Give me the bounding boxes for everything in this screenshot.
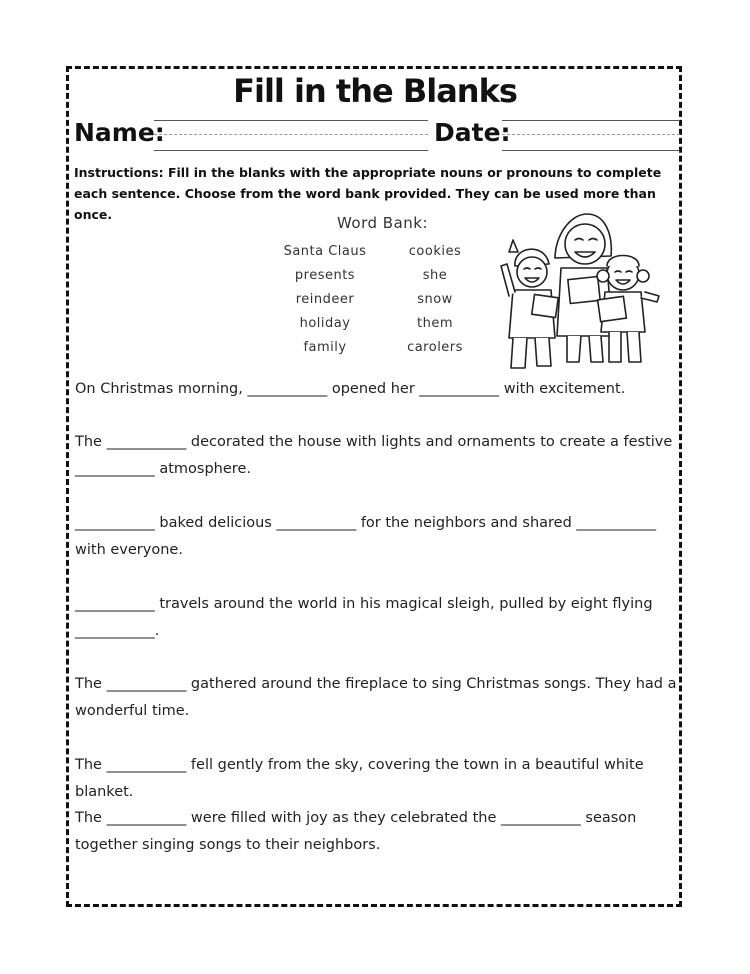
word-bank-item: she xyxy=(422,268,448,283)
word-bank-item: Santa Claus xyxy=(283,244,367,259)
word-bank-title: Word Bank: xyxy=(336,214,429,232)
name-date-row xyxy=(74,118,680,154)
sentence-6: The ___________ fell gently from the sky, covering the town in a beautiful white blanket. xyxy=(75,757,644,800)
sentence-3: ___________ baked delicious ___________ for the neighbors and shared ___________ with everyone. xyxy=(75,515,657,558)
word-bank-item: carolers xyxy=(407,340,463,355)
word-bank-item: holiday xyxy=(299,316,351,331)
word-bank-item: reindeer xyxy=(295,292,355,307)
date-label: Date: xyxy=(434,118,511,147)
word-bank-item: cookies xyxy=(408,244,462,259)
carolers-illustration xyxy=(495,206,665,376)
sentence-1: On Christmas morning, ___________ opened her ___________ with excitement. xyxy=(75,381,626,397)
word-bank-item: presents xyxy=(294,268,356,283)
sentence-2: The ___________ decorated the house with lights and ornaments to create a festive ___________ atmosphere. xyxy=(75,434,673,477)
instructions: Instructions: Fill in the blanks with the appropriate nouns or pronouns to complete each sentence. Choose from the word bank provided. They can be used more than once. xyxy=(74,165,662,222)
sentence-5: The ___________ gathered around the fireplace to sing Christmas songs. They had a wonderful time. xyxy=(75,676,677,719)
word-bank-item: them xyxy=(417,316,453,331)
sentence-7: The ___________ were filled with joy as they celebrated the ___________ season together singing songs to their neighbors. xyxy=(75,810,637,853)
date-field[interactable] xyxy=(502,120,680,150)
word-bank-item: family xyxy=(303,340,347,355)
word-bank-item: snow xyxy=(417,292,453,307)
name-field[interactable] xyxy=(154,120,428,150)
page-title: Fill in the Blanks xyxy=(233,72,517,110)
name-label: Name: xyxy=(74,118,165,147)
sentence-4: ___________ travels around the world in his magical sleigh, pulled by eight flying ___________. xyxy=(75,596,653,639)
